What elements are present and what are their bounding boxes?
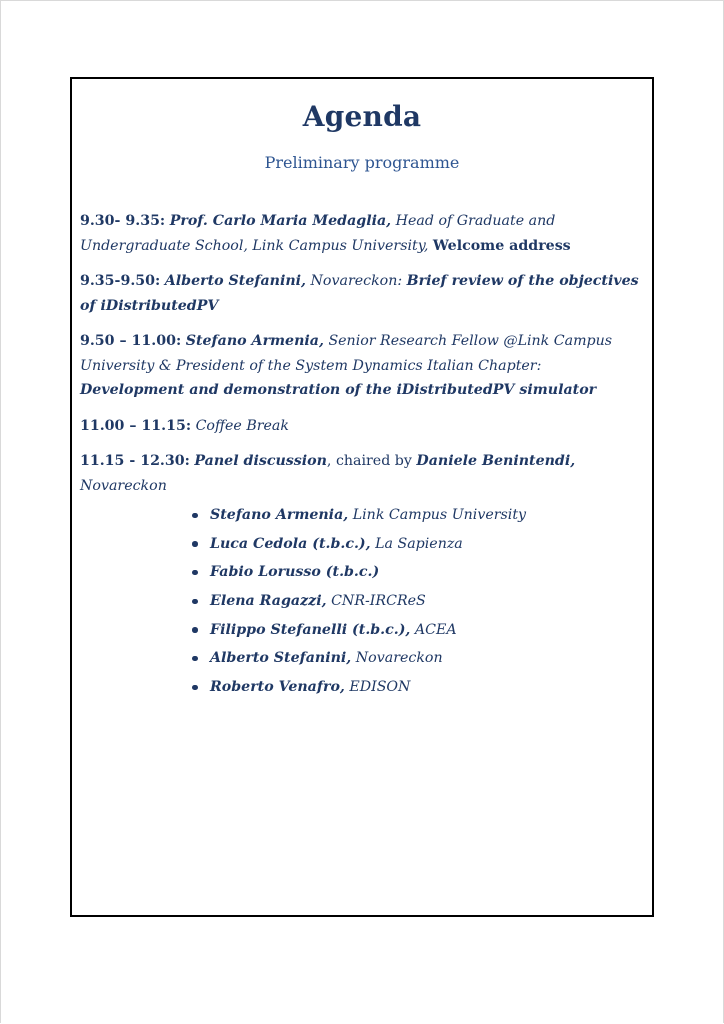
panelist-list — [80, 501, 646, 702]
bullet-icon — [192, 570, 198, 576]
list-item — [192, 616, 646, 645]
speaker-name: Alberto Stefanini, — [164, 273, 306, 289]
speaker-role: Head of Graduate and Undergraduate School, Link Campus University, — [80, 213, 556, 254]
bullet-icon — [192, 599, 198, 605]
speaker-role: Novareckon: — [310, 273, 403, 289]
speaker-name: Prof. Carlo Maria Medaglia, — [169, 213, 392, 229]
list-item — [192, 644, 646, 673]
bullet-icon — [192, 685, 198, 691]
agenda-content — [80, 209, 646, 702]
chaired-by-label: , chaired by — [326, 453, 412, 469]
panelist-org: Novareckon — [355, 650, 443, 667]
agenda-topic: Welcome address — [432, 237, 571, 254]
agenda-item-objectives — [80, 269, 646, 318]
panelist-name: Elena Ragazzi, — [210, 593, 327, 610]
agenda-topic: Development and demonstration of the iDistributedPV simulator — [80, 382, 597, 398]
list-item — [192, 530, 646, 559]
chair-org: Novareckon — [80, 477, 167, 494]
list-item — [192, 673, 646, 702]
bullet-icon — [192, 513, 198, 519]
agenda-time: 9.30- 9.35: — [80, 213, 166, 229]
agenda-time: 9.35-9.50: — [80, 273, 161, 289]
agenda-item-panel — [80, 449, 646, 498]
chair-name: Daniele Benintendi, — [416, 453, 576, 469]
bullet-icon — [192, 627, 198, 633]
panelist-name: Stefano Armenia, — [210, 507, 349, 523]
panelist-org: ACEA — [414, 621, 457, 638]
agenda-time: 11.15 - 12.30: — [80, 453, 190, 469]
list-item — [192, 501, 646, 530]
bullet-icon — [192, 656, 198, 662]
agenda-time: 9.50 – 11.00: — [80, 333, 182, 349]
agenda-item-coffee-break — [80, 414, 646, 439]
list-item — [192, 587, 646, 616]
panelist-name: Filippo Stefanelli (t.b.c.), — [210, 621, 411, 638]
panelist-name: Alberto Stefanini, — [210, 650, 352, 667]
panelist-org: La Sapienza — [375, 535, 463, 552]
list-item — [192, 558, 646, 587]
page-title: Agenda — [302, 100, 422, 133]
bullet-icon — [192, 541, 198, 547]
panelist-name: Fabio Lorusso (t.b.c.) — [210, 564, 380, 581]
panelist-name: Roberto Venafro, — [210, 679, 345, 696]
agenda-topic: Brief review of the objectives of iDistributedPV — [80, 273, 639, 314]
panelist-org: EDISON — [349, 679, 411, 696]
panelist-name: Luca Cedola (t.b.c.), — [210, 535, 371, 552]
agenda-time: 11.00 – 11.15: — [80, 417, 192, 434]
speaker-name: Stefano Armenia, — [185, 333, 324, 349]
agenda-item-welcome — [80, 209, 646, 258]
agenda-topic: Panel discussion — [194, 453, 327, 469]
agenda-item-simulator — [80, 329, 646, 403]
page-subtitle: Preliminary programme — [264, 153, 460, 172]
speaker-role: Senior Research Fellow @Link Campus University & President of the System Dynamics Italian Chapter: — [80, 333, 613, 374]
panelist-org: CNR-IRCReS — [331, 593, 426, 610]
panelist-org: Link Campus University — [352, 507, 527, 523]
agenda-topic: Coffee Break — [195, 417, 289, 434]
